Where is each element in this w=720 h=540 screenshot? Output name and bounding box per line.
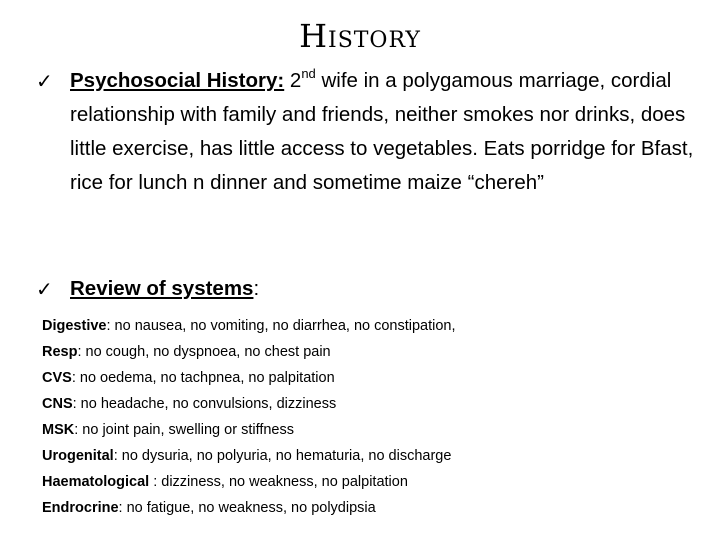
system-label: Resp: [42, 344, 78, 360]
system-label: MSK: [42, 422, 75, 438]
systems-list: [42, 313, 702, 521]
review-colon: :: [253, 277, 260, 300]
system-label: CVS: [42, 370, 72, 386]
review-bullet: [36, 272, 696, 306]
system-row-haematological: [42, 469, 702, 495]
system-text: : no fatigue, no weakness, no polydipsia: [118, 500, 376, 516]
psychosocial-bullet: [36, 64, 696, 200]
system-row-msk: [42, 417, 702, 443]
system-label: Digestive: [42, 318, 107, 334]
system-row-cvs: [42, 365, 702, 391]
system-text: : no cough, no dyspnoea, no chest pain: [77, 344, 331, 360]
review-text: [70, 272, 696, 306]
slide-title: History: [299, 17, 421, 55]
psychosocial-heading: Psychosocial History:: [70, 69, 285, 92]
psychosocial-text: [70, 64, 696, 200]
system-row-urogenital: [42, 443, 702, 469]
ordinal-suffix: nd: [301, 66, 316, 82]
ordinal-number: 2: [289, 69, 302, 92]
system-text: : no headache, no convulsions, dizziness: [72, 396, 337, 412]
system-text: : no nausea, no vomiting, no diarrhea, no constipation,: [106, 318, 456, 334]
system-label: CNS: [42, 396, 73, 412]
system-text: : no joint pain, swelling or stiffness: [74, 422, 294, 438]
system-label: Urogenital: [42, 448, 114, 464]
system-text: : no oedema, no tachpnea, no palpitation: [71, 370, 335, 386]
psychosocial-body: wife in a polygamous marriage, cordial relationship with family and friends, neither smokes nor drinks, does little exercise, has little access to vegetables. Eats porridge for Bfast, rice for lunch n dinner and sometime maize “chereh”: [70, 69, 694, 194]
system-row-digestive: [42, 313, 702, 339]
system-row-endocrine: [42, 495, 702, 521]
review-heading: Review of systems: [70, 277, 254, 300]
check-mark-icon: ✓: [36, 69, 53, 93]
system-row-cns: [42, 391, 702, 417]
system-label: Haematological: [42, 474, 150, 490]
system-label: Endrocrine: [42, 500, 119, 516]
check-mark-icon: ✓: [36, 277, 53, 301]
system-row-resp: [42, 339, 702, 365]
system-text: : dizziness, no weakness, no palpitation: [149, 474, 408, 490]
system-text: : no dysuria, no polyuria, no hematuria, no discharge: [113, 448, 452, 464]
